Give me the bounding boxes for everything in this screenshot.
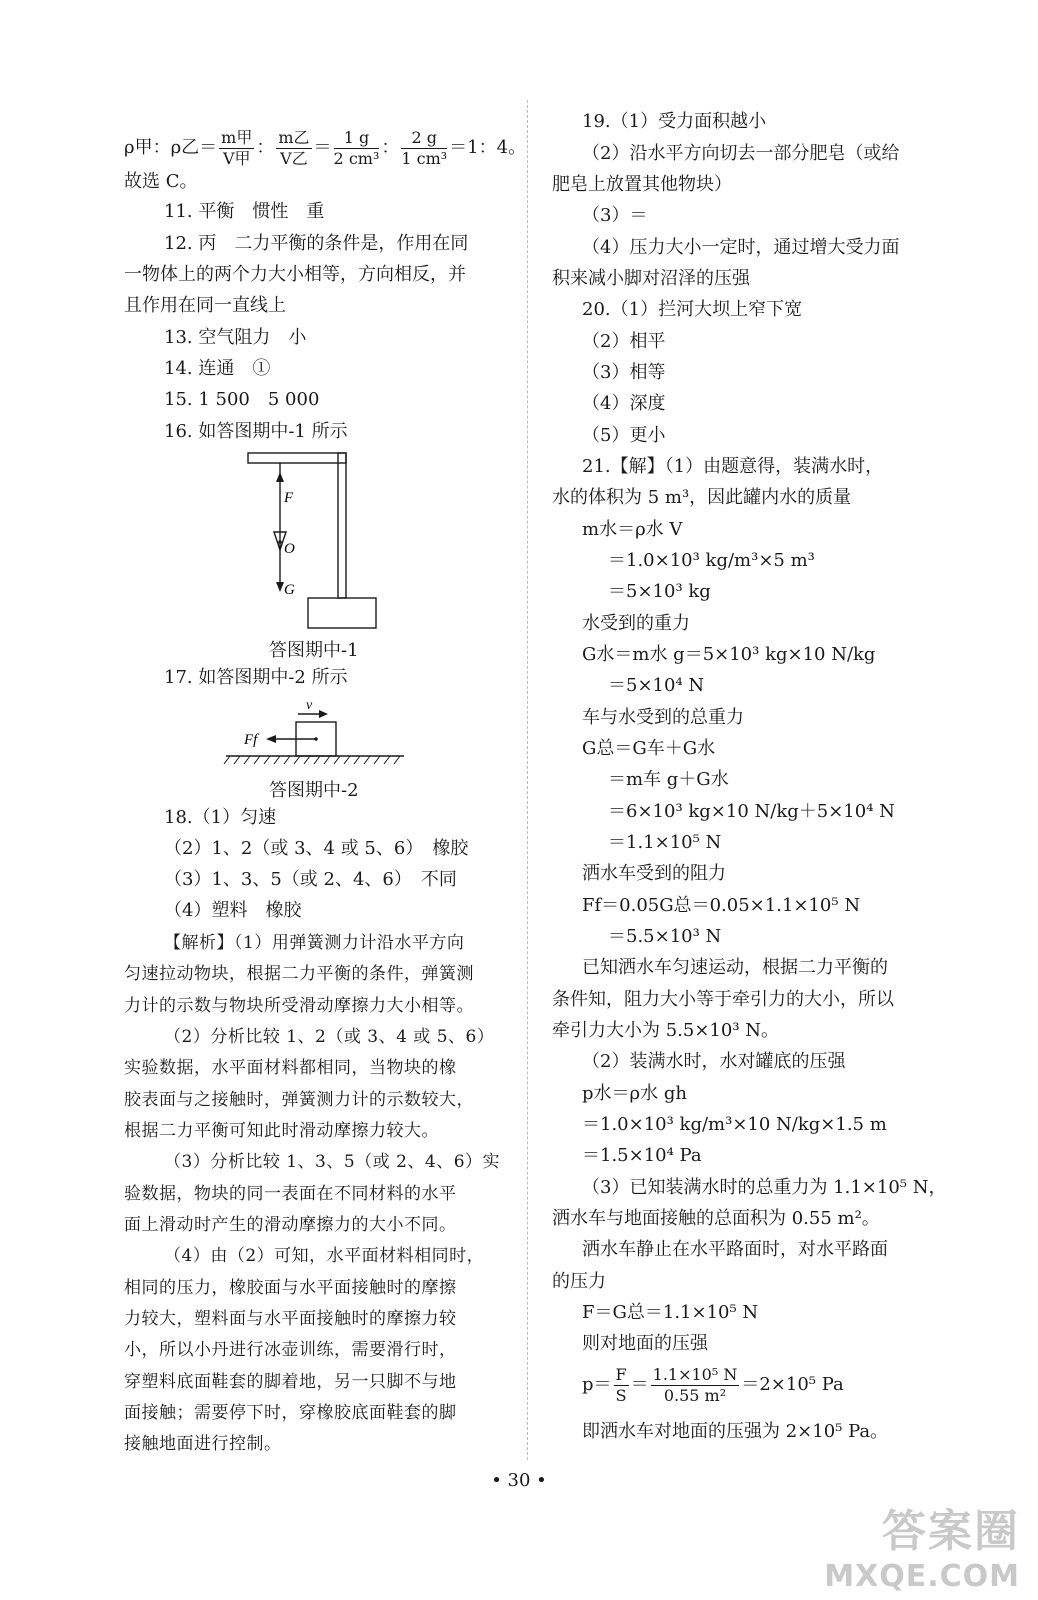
analysis-line: 接触地面进行控制。 xyxy=(124,1434,282,1454)
equation-line: ＝6×10³ kg×10 N/kg＋5×10⁴ N xyxy=(608,801,895,822)
analysis-line: 匀速拉动物块，根据二力平衡的条件，弹簧测 xyxy=(124,964,474,984)
velocity-arrowhead xyxy=(319,710,328,718)
answer-11: 11. 平衡 惯性 重 xyxy=(164,201,325,222)
label-F: F xyxy=(284,490,294,506)
force-g-arrowhead xyxy=(276,582,284,592)
analysis-line: （3）分析比较 1、3、5（或 2、4、6）实 xyxy=(164,1152,501,1172)
equation-line: ＝1.0×10³ kg/m³×5 m³ xyxy=(608,550,815,571)
analysis-line: 小，所以小丹进行冰壶训练，需要滑行时， xyxy=(124,1340,457,1360)
fraction: $\frac{1 g}{\text{2 cm³}}$ xyxy=(333,127,380,168)
final-answer-line: 即洒水车对地面的压强为 2×10⁵ Pa。 xyxy=(582,1421,889,1442)
equation-line: ＝1.1×10⁵ N xyxy=(608,832,722,853)
text-line: 洒水车与地面接触的总面积为 0.55 m²。 xyxy=(552,1208,880,1229)
text-line: 故选 C。 xyxy=(124,171,198,192)
text-line: 条件知，阻力大小等于牵引力的大小，所以 xyxy=(552,989,894,1010)
frame-base xyxy=(308,598,376,628)
analysis-line: 验数据，物块的同一表面在不同材料的水平 xyxy=(124,1184,457,1204)
analysis-line: 根据二力平衡可知此时滑动摩擦力较大。 xyxy=(124,1121,439,1141)
equation-line: G水＝m水 g＝5×10³ kg×10 N/kg xyxy=(582,644,876,665)
answer-21-3: （3）已知装满水时的总重力为 1.1×10⁵ N， xyxy=(582,1177,947,1198)
equation-line: m水＝ρ水 V xyxy=(582,519,683,540)
answer-18-3: （3）1、3、5（或 2、4、6） 不同 xyxy=(164,869,457,890)
answer-17: 17. 如答图期中-2 所示 xyxy=(164,667,348,688)
equation-line: Ff＝0.05G总＝0.05×1.1×10⁵ N xyxy=(582,895,861,916)
figure-1-diagram xyxy=(244,450,384,635)
text-line: 水的体积为 5 m³，因此罐内水的质量 xyxy=(552,487,852,508)
figure-2-caption: 答图期中-2 xyxy=(269,780,359,801)
frame-post xyxy=(338,453,346,598)
point-o xyxy=(278,540,282,544)
answer-18-4: （4）塑料 橡胶 xyxy=(164,900,302,921)
fraction: $\frac{\text{1.1×10⁵ N}}{\text{0.55 m²}}$ xyxy=(652,1364,738,1405)
text-line: 洒水车受到的阻力 xyxy=(582,863,726,884)
label-Ff: Ff xyxy=(244,732,258,748)
answer-20-3: （3）相等 xyxy=(582,362,666,383)
answer-20-2: （2）相平 xyxy=(582,331,666,352)
page-number: • 30 • xyxy=(491,1470,547,1491)
equation-line: ＝m车 g＋G水 xyxy=(608,769,729,790)
equation-line: ＝1.5×10⁴ Pa xyxy=(582,1145,702,1166)
text-line: 的压力 xyxy=(552,1271,606,1292)
analysis-line: 胶表面与之接触时，弹簧测力计的示数较大， xyxy=(124,1090,474,1110)
equation-line: ＝5.5×10³ N xyxy=(608,926,722,947)
answer-20-1: 20.（1）拦河大坝上窄下宽 xyxy=(582,299,803,320)
answer-19-3: （3）＝ xyxy=(582,205,648,226)
answer-14: 14. 连通 ① xyxy=(164,358,271,379)
figure-1-caption: 答图期中-1 xyxy=(269,640,359,661)
figure-2-diagram xyxy=(220,696,410,768)
pressure-formula: p＝ $\frac{F}{S}$ ＝ $\frac{\text{1.1×10⁵ N}}{\text{0.55 m²}}$ ＝2×10⁵ Pa xyxy=(582,1364,844,1405)
text-line: 牵引力大小为 5.5×10³ N。 xyxy=(552,1020,780,1041)
answer-19-4: （4）压力大小一定时，通过增大受力面 xyxy=(582,237,900,258)
analysis-line: 相同的压力，橡胶面与水平面接触时的摩擦 xyxy=(124,1278,457,1298)
analysis-line: 实验数据，水平面材料都相同，当物块的橡 xyxy=(124,1058,457,1078)
frame-top-beam xyxy=(248,453,346,463)
force-f-arrowhead xyxy=(276,472,284,482)
label-G: G xyxy=(284,582,295,598)
answer-20-4: （4）深度 xyxy=(582,393,666,414)
text-line: 肥皂上放置其他物块） xyxy=(552,174,732,195)
answer-21-intro: 21.【解】（1）由题意得，装满水时， xyxy=(582,456,884,477)
equation-line: G总＝G车＋G水 xyxy=(582,738,716,759)
analysis-line: 面上滑动时产生的滑动摩擦力的大小不同。 xyxy=(124,1215,457,1235)
text-line: 车与水受到的总重力 xyxy=(582,707,744,728)
answer-20-5: （5）更小 xyxy=(582,425,666,446)
fraction: $\frac{2 g}{\text{1 cm³}}$ xyxy=(401,127,448,168)
answer-19-2: （2）沿水平方向切去一部分肥皂（或给 xyxy=(582,143,900,164)
text-line: 已知洒水车匀速运动，根据二力平衡的 xyxy=(582,957,888,978)
analysis-line: 力较大，塑料面与水平面接触时的摩擦力较 xyxy=(124,1309,457,1329)
equation-line: ＝5×10³ kg xyxy=(608,581,711,602)
equation-line: p水＝ρ水 gh xyxy=(582,1083,687,1104)
text-line: 且作用在同一直线上 xyxy=(124,295,286,316)
text-line: 一物体上的两个力大小相等，方向相反，并 xyxy=(124,264,466,285)
block-center-point xyxy=(314,737,318,741)
fraction: $\frac{F}{S}$ xyxy=(615,1364,627,1405)
friction-arrowhead xyxy=(266,735,276,743)
label-O: O xyxy=(284,541,295,557)
analysis-line: 力计的示数与物块所受滑动摩擦力大小相等。 xyxy=(124,996,474,1016)
answer-13: 13. 空气阻力 小 xyxy=(164,327,307,348)
analysis-line: 穿塑料底面鞋套的脚着地，另一只脚不与地 xyxy=(124,1372,457,1392)
label-v: v xyxy=(306,698,313,713)
equation-line: ＝1.0×10³ kg/m³×10 N/kg×1.5 m xyxy=(582,1114,887,1135)
column-divider xyxy=(527,100,528,1460)
answer-21-2: （2）装满水时，水对罐底的压强 xyxy=(582,1051,846,1072)
analysis-line: （2）分析比较 1、2（或 3、4 或 5、6） xyxy=(164,1027,495,1047)
text-line: 水受到的重力 xyxy=(582,613,690,634)
watermark-logo xyxy=(824,1495,1020,1594)
density-ratio-formula: ρ甲：ρ乙＝ $\frac{\text{m甲}}{\text{V甲}}$ ： $\frac{\text{m乙}}{\text{V乙}}$ ＝ $\frac{1 g}{\text{2 cm³}}$ ： $\frac{2 g}{\text{1 cm³}}$ ＝1：4。 xyxy=(124,127,527,168)
analysis-line: （4）由（2）可知，水平面材料相同时， xyxy=(164,1246,485,1266)
answer-15: 15. 1 500 5 000 xyxy=(164,389,320,410)
equation-line: ＝5×10⁴ N xyxy=(608,675,705,696)
analysis-line: 面接触；需要停下时，穿橡胶底面鞋套的脚 xyxy=(124,1403,457,1423)
watermark-url: MXQE.COM xyxy=(824,1559,1020,1594)
text-line: 洒水车静止在水平路面时，对水平路面 xyxy=(582,1239,888,1260)
answer-18-1: 18.（1）匀速 xyxy=(164,807,277,828)
answer-16: 16. 如答图期中-1 所示 xyxy=(164,421,348,442)
answer-12: 12. 丙 二力平衡的条件是，作用在同 xyxy=(164,233,469,254)
answer-19-1: 19.（1）受力面积越小 xyxy=(582,111,767,132)
equation-line: F＝G总＝1.1×10⁵ N xyxy=(582,1302,759,1323)
watermark-text: 答案圈 xyxy=(882,1506,1020,1557)
fraction: $\frac{\text{m乙}}{\text{V乙}}$ xyxy=(278,127,310,168)
analysis-line: 【解析】（1）用弹簧测力计沿水平方向 xyxy=(164,933,465,953)
text-line: 积来减小脚对沼泽的压强 xyxy=(552,268,750,289)
text-line: 则对地面的压强 xyxy=(582,1333,708,1354)
answer-18-2: （2）1、2（或 3、4 或 5、6） 橡胶 xyxy=(164,838,469,859)
fraction: $\frac{\text{m甲}}{\text{V甲}}$ xyxy=(221,127,253,168)
